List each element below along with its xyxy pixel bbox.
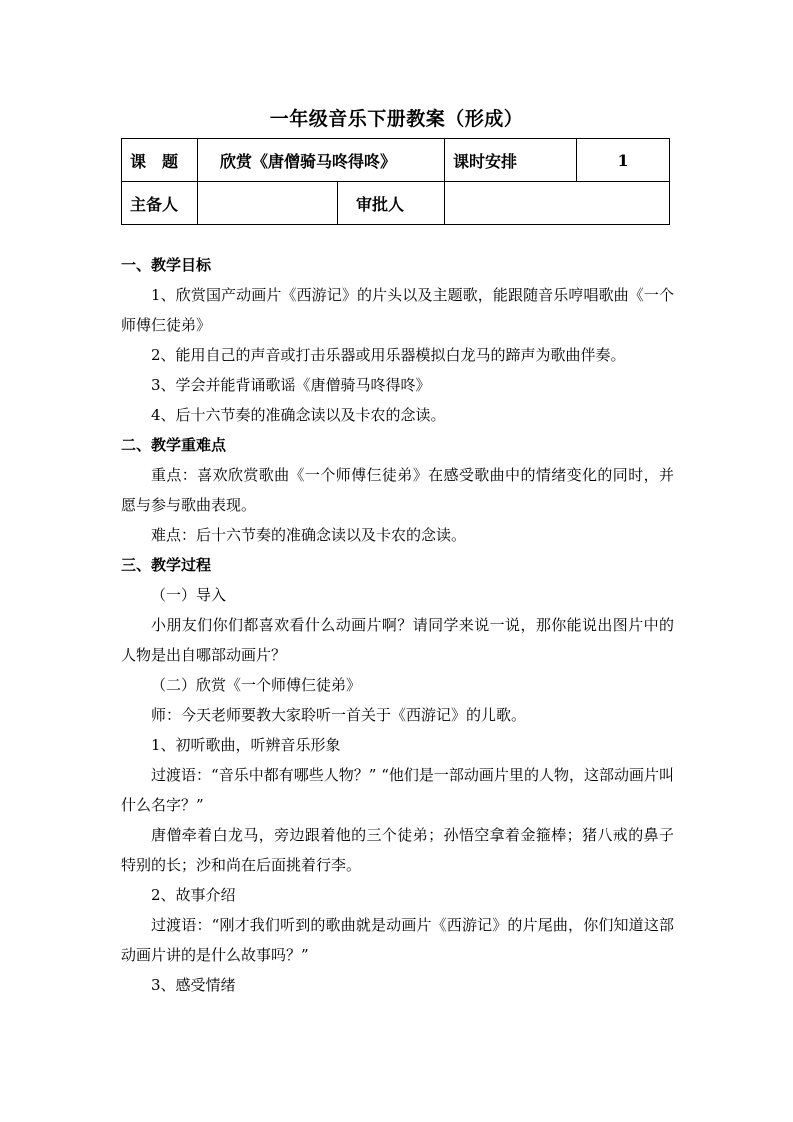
paragraph: 1、初听歌曲，听辨音乐形象 xyxy=(151,736,341,754)
topic-label: 课 题 xyxy=(122,139,198,182)
paragraph: 重点：喜欢欣赏歌曲《一个师傅仨徒弟》在感受歌曲中的情绪变化的同时，并愿与参与歌曲表现。 xyxy=(121,466,674,514)
paragraph: 过渡语：“音乐中都有哪些人物？” “他们是一部动画片里的人物，这部动画片叫什么名字？” xyxy=(121,766,674,814)
paragraph: 2、故事介绍 xyxy=(151,886,236,904)
lesson-info-table xyxy=(121,138,670,225)
paragraph: 师：今天老师要教大家聆听一首关于《西游记》的儿歌。 xyxy=(151,706,527,724)
preparer-value xyxy=(198,182,338,225)
paragraph: 2、能用自己的声音或打击乐器或用乐器模拟白龙马的蹄声为歌曲伴奏。 xyxy=(151,346,626,364)
paragraph: 唐僧牵着白龙马，旁边跟着他的三个徒弟；孙悟空拿着金箍棒；猪八戒的鼻子特别的长；沙和尚在后面挑着行李。 xyxy=(121,826,674,874)
topic-value: 欣赏《唐僧骑马咚得咚》 xyxy=(198,139,445,182)
paragraph: 3、学会并能背诵歌谣《唐僧骑马咚得咚》 xyxy=(151,376,431,394)
paragraph: （二）欣赏《一个师傅仨徒弟》 xyxy=(151,676,362,694)
section-heading: 三、教学过程 xyxy=(121,556,212,574)
preparer-label: 主备人 xyxy=(122,182,198,225)
approver-label: 审批人 xyxy=(338,182,445,225)
paragraph: 小朋友们你们都喜欢看什么动画片啊？请同学来说一说，那你能说出图片中的人物是出自哪部动画片？ xyxy=(121,616,674,664)
paragraph: 过渡语：“刚才我们听到的歌曲就是动画片《西游记》的片尾曲，你们知道这部动画片讲的是什么故事吗？” xyxy=(121,916,674,964)
paragraph: （一）导入 xyxy=(151,586,227,604)
schedule-label: 课时安排 xyxy=(445,139,577,182)
approver-value xyxy=(445,182,670,225)
table-row xyxy=(122,139,670,182)
document-body xyxy=(121,250,674,1000)
document-title: 一年级音乐下册教案（形成） xyxy=(269,108,524,130)
section-heading: 二、教学重难点 xyxy=(121,436,227,454)
table-row xyxy=(122,182,670,225)
paragraph: 难点：后十六节奏的准确念读以及卡农的念读。 xyxy=(151,526,467,544)
section-heading: 一、教学目标 xyxy=(121,256,212,274)
paragraph: 3、感受情绪 xyxy=(151,976,236,994)
paragraph: 1、欣赏国产动画片《西游记》的片头以及主题歌，能跟随音乐哼唱歌曲《一个师傅仨徒弟》 xyxy=(121,286,674,334)
schedule-value: 1 xyxy=(577,139,670,182)
paragraph: 4、后十六节奏的准确念读以及卡农的念读。 xyxy=(151,406,446,424)
